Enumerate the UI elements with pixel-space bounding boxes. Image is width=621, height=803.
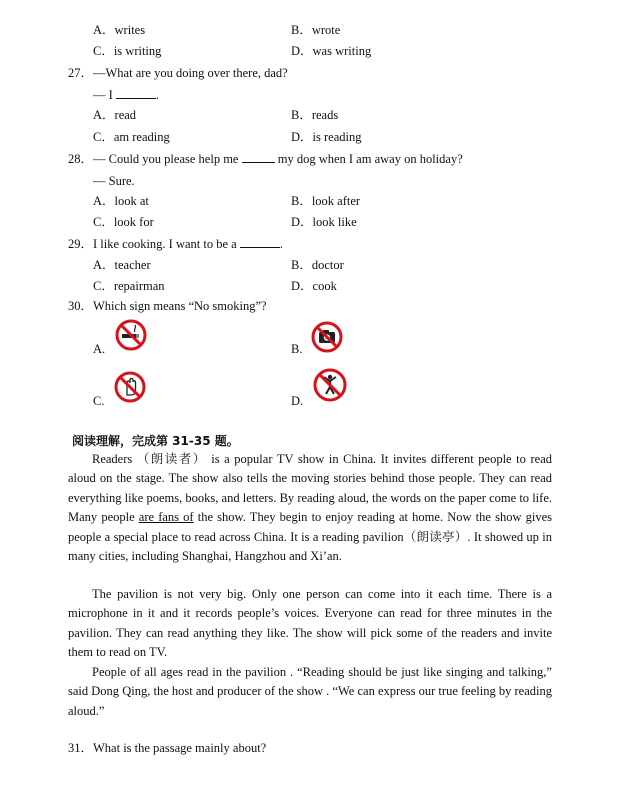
q27-number: 27． [68,66,94,80]
no-camera-sign-icon [311,321,343,353]
underlined-phrase: are fans of [138,510,194,525]
q30-option-c: C. [93,394,105,408]
reading-paragraph-1-part-a: Readers （朗读者） is a popular TV show in China. It invites different people to read aloud on the stage. The show also tells the moving stories behind those people. They can read everything like poems, books, and letters. By reading aloud, the words on the paper come to life. Many people [68,452,552,525]
q28-line2: — Sure. [93,174,135,188]
no-smoking-sign-icon [115,319,147,351]
q30-stem: Which sign means “No smoking”? [93,299,267,313]
q29-option-a: A．teacher [93,258,151,272]
q30-option-d: D. [291,394,304,408]
q27-option-d: D．is reading [291,130,362,144]
q27-line2-suffix: . [155,88,160,102]
q31-stem: What is the passage mainly about? [93,741,267,755]
q28-option-a: A．look at [93,194,149,208]
q27-answer-blank [116,87,156,99]
q29-stem-suffix: . [279,237,283,251]
no-climbing-sign-icon [313,368,347,402]
reading-paragraph-3: People of all ages read in the pavilion . “Reading should be just like singing and talking,” said Dong Qing, the host and producer of the show . “We can express our true feeling by reading aloud.” [68,665,552,718]
q30-option-b: B. [291,342,303,356]
q29-stem [93,236,283,252]
q27-option-c: C．am reading [93,130,170,144]
reading-paragraph-1 [68,450,552,566]
q29-stem-prefix: I like cooking. I want to be a [93,237,237,251]
q29-option-b: B．doctor [291,258,344,272]
q27-line2 [93,87,159,103]
reading-heading: 阅读理解，完成第 31-35 题。 [72,434,239,448]
q27-line2-prefix: — I [93,88,113,102]
q26-option-c: C．is writing [93,44,162,58]
q26-option-a: A．writes [93,23,146,37]
q31-number: 31． [68,741,94,755]
q29-option-c: C．repairman [93,279,165,293]
q27-option-b: B．reads [291,108,339,122]
q28-line1-suffix: my dog when I am away on holiday? [277,152,463,166]
q26-option-d: D．was writing [291,44,372,58]
q28-line1-prefix: — Could you please help me [93,152,239,166]
q29-number: 29． [68,237,94,251]
q27-line1: —What are you doing over there, dad? [93,66,288,80]
q29-answer-blank [240,236,280,248]
q28-option-d: D．look like [291,215,357,229]
q27-option-a: A．read [93,108,137,122]
q28-number: 28． [68,152,94,166]
q28-option-b: B．look after [291,194,361,208]
q28-answer-blank [242,151,275,163]
q30-number: 30． [68,299,94,313]
q29-option-d: D．cook [291,279,337,293]
q28-line1 [93,151,463,167]
reading-paragraph-1-part-b: the show. They begin to enjoy reading at home. Now the show gives people a special place to read across China. It is a reading pavilion（朗读亭）. It showed up in many cities, including Shanghai, Hangzhou and Xi’an. [68,510,553,564]
q28-option-c: C．look for [93,215,154,229]
q30-option-a: A. [93,342,106,356]
no-touching-sign-icon [114,371,146,403]
reading-paragraph-2: The pavilion is not very big. Only one person can come into it each time. There is a microphone in it and it records people’s voices. Everyone can read for three minutes in the pavilion. They can read anything they like. The show will pick some of the readers and invite them to read on TV. [68,587,552,660]
q26-option-b: B．wrote [291,23,341,37]
